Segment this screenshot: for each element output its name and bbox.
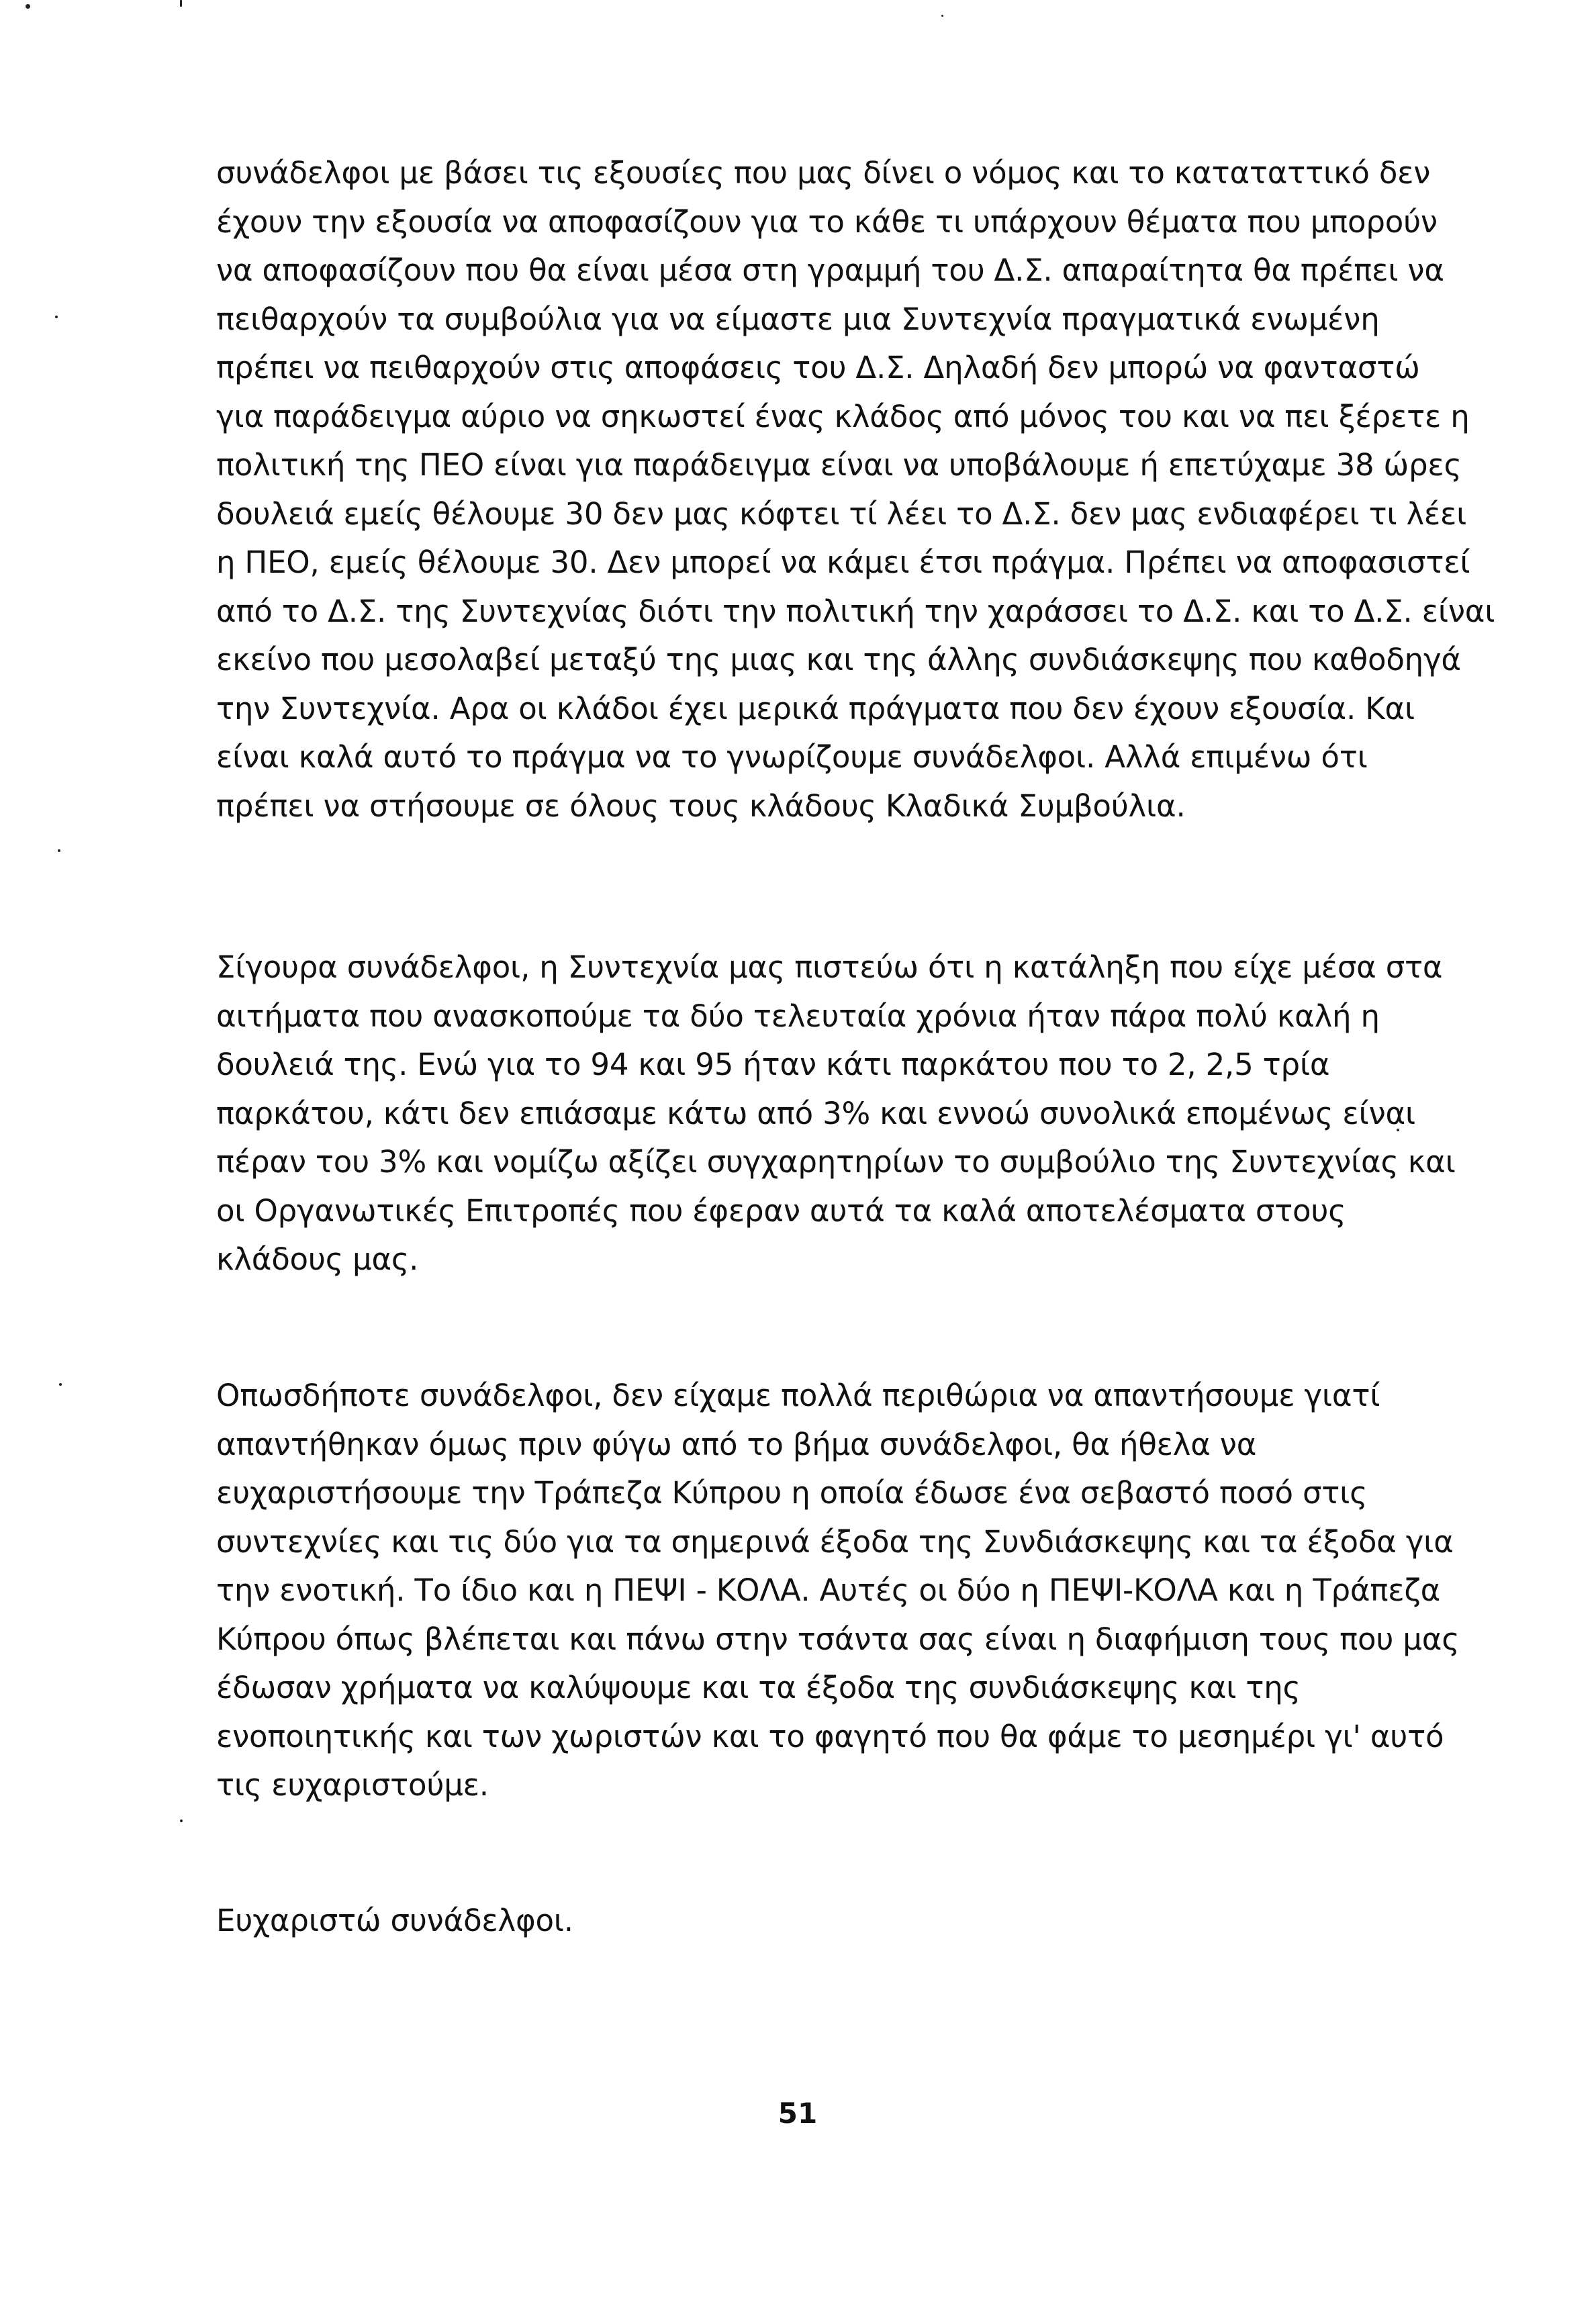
text-line: Σίγουρα συνάδελφοι, η Συντεχνία μας πιστεύω ότι η κατάληξη που είχε μέσα στα bbox=[216, 949, 1443, 985]
paragraph bbox=[216, 943, 1492, 1284]
text-line: η ΠΕΟ, εμείς θέλουμε 30. Δεν μπορεί να κάμει έτσι πράγμα. Πρέπει να αποφασιστεί bbox=[216, 545, 1470, 580]
scan-speck bbox=[55, 316, 58, 318]
text-line: αιτήματα που ανασκοπούμε τα δύο τελευταία χρόνια ήταν πάρα πολύ καλή η bbox=[216, 998, 1380, 1034]
text-line: έχουν την εξουσία να αποφασίζουν για το κάθε τι υπάρχουν θέματα που μπορούν bbox=[216, 203, 1438, 240]
text-line: έδωσαν χρήματα να καλύψουμε και τα έξοδα της συνδιάσκεψης και της bbox=[216, 1670, 1301, 1705]
text-line: πρέπει να στήσουμε σε όλους τους κλάδους Κλαδικά Συμβούλια. bbox=[216, 788, 1186, 824]
text-line: Οπωσδήποτε συνάδελφοι, δεν είχαμε πολλά περιθώρια να απαντήσουμε γιατί bbox=[216, 1378, 1380, 1413]
scan-speck bbox=[58, 849, 60, 852]
text-line: Ευχαριστώ συνάδελφοι. bbox=[216, 1903, 573, 1938]
text-line: πρέπει να πειθαρχούν στις αποφάσεις του Δ.Σ. Δηλαδή δεν μπορώ να φανταστώ bbox=[216, 350, 1420, 385]
text-line: δουλειά της. Ενώ για το 94 και 95 ήταν κάτι παρκάτου που το 2, 2,5 τρία bbox=[216, 1047, 1330, 1082]
page-number: 51 bbox=[778, 2097, 818, 2130]
text-line: οι Οργανωτικές Επιτροπές που έφεραν αυτά τα καλά αποτελέσματα στους bbox=[216, 1192, 1346, 1229]
text-line: πέραν του 3% και νομίζω αξίζει συγχαρητηρίων το συμβούλιο της Συντεχνίας και bbox=[216, 1144, 1456, 1180]
text-line: πειθαρχούν τα συμβούλια για να είμαστε μια Συντεχνία πραγματικά ενωμένη bbox=[216, 301, 1380, 337]
scan-speck bbox=[941, 15, 943, 17]
paragraph bbox=[216, 1897, 1492, 1946]
text-line: πολιτική της ΠΕΟ είναι για παράδειγμα είναι να υποβάλουμε ή επετύχαμε 38 ώρες bbox=[216, 447, 1462, 483]
text-line: την ενοτική. Το ίδιο και η ΠΕΨΙ - ΚΟΛΑ. Αυτές οι δύο η ΠΕΨΙ-ΚΟΛΑ και η Τράπεζα bbox=[216, 1572, 1441, 1608]
text-line: Κύπρου όπως βλέπεται και πάνω στην τσάντα σας είναι η διαφήμιση τους που μας bbox=[216, 1621, 1460, 1657]
text-line: παρκάτου, κάτι δεν επιάσαμε κάτω από 3% και εννοώ συνολικά επομένως είναι bbox=[216, 1095, 1415, 1131]
text-line: τις ευχαριστούμε. bbox=[216, 1767, 489, 1803]
paragraph bbox=[216, 149, 1495, 831]
scan-speck bbox=[180, 1820, 183, 1822]
text-line: είναι καλά αυτό το πράγμα να το γνωρίζουμε συνάδελφοι. Αλλά επιμένω ότι bbox=[216, 739, 1368, 775]
text-line: συντεχνίες και τις δύο για τα σημερινά έξοδα της Συνδιάσκεψης και τα έξοδα για bbox=[216, 1523, 1454, 1560]
text-line: συνάδελφοι με βάσει τις εξουσίες που μας δίνει ο νόμος και το καταταττικό δεν bbox=[216, 155, 1431, 191]
text-line: να αποφασίζουν που θα είναι μέσα στη γραμμή του Δ.Σ. απαραίτητα θα πρέπει να bbox=[216, 252, 1444, 288]
text-line: εκείνο που μεσολαβεί μεταξύ της μιας και της άλλης συνδιάσκεψης που καθοδηγά bbox=[216, 642, 1461, 677]
text-line: απαντήθηκαν όμως πριν φύγω από το βήμα συνάδελφοι, θα ήθελα να bbox=[216, 1426, 1257, 1462]
scan-speck bbox=[180, 0, 182, 7]
paragraph bbox=[216, 1372, 1492, 1810]
text-line: ενοποιητικής και των χωριστών και το φαγητό που θα φάμε το μεσημέρι γι' αυτό bbox=[216, 1718, 1444, 1754]
text-line: την Συντεχνία. Αρα οι κλάδοι έχει μερικά πράγματα που δεν έχουν εξουσία. Και bbox=[216, 690, 1415, 726]
text-line: κλάδους μας. bbox=[216, 1241, 419, 1277]
text-line: για παράδειγμα αύριο να σηκωστεί ένας κλάδος από μόνος του και να πει ξέρετε η bbox=[216, 398, 1470, 434]
text-line: δουλειά εμείς θέλουμε 30 δεν μας κόφτει τί λέει το Δ.Σ. δεν μας ενδιαφέρει τι λέει bbox=[216, 495, 1467, 532]
scan-speck bbox=[59, 1383, 62, 1386]
text-line: από το Δ.Σ. της Συντεχνίας διότι την πολιτική την χαράσσει το Δ.Σ. και το Δ.Σ. είναι bbox=[216, 593, 1495, 629]
text-line: ευχαριστήσουμε την Τράπεζα Κύπρου η οποία έδωσε ένα σεβαστό ποσό στις bbox=[216, 1475, 1368, 1511]
scan-speck bbox=[26, 4, 30, 9]
